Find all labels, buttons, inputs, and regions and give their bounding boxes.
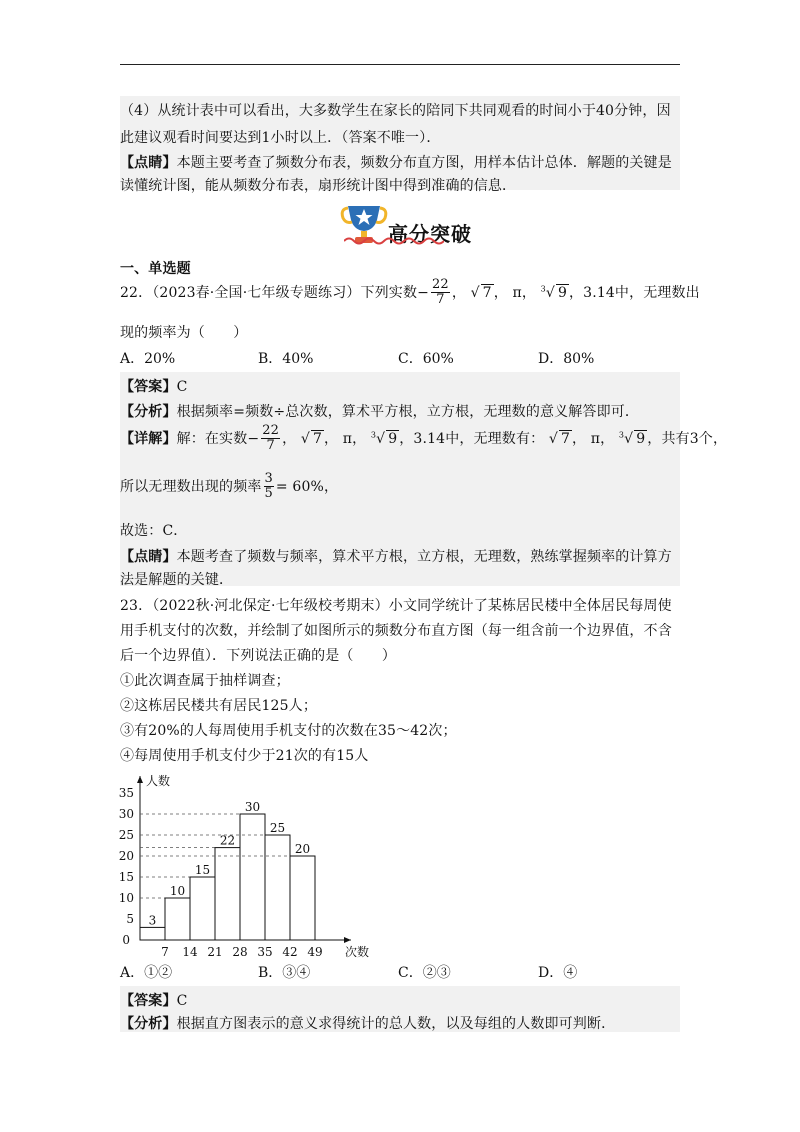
question-suffix: ，3.14中，无理数出: [569, 284, 700, 301]
detail-line: [120, 424, 727, 454]
fraction-denominator: 7: [266, 438, 275, 454]
cbrt-radical: $^3$√ 9: [370, 430, 398, 447]
x-tick-label: 14: [182, 945, 198, 959]
histogram-bar: [165, 898, 190, 940]
question-23-line3: 后一个边界值）．下列说法正确的是（ ）: [120, 648, 396, 664]
fraction: [431, 278, 450, 308]
statement-1: ①此次调查属于抽样调查；: [120, 673, 290, 689]
analysis-label: 【分析】: [120, 404, 177, 420]
separator: ，: [352, 430, 367, 447]
fraction-denominator: 7: [436, 292, 445, 308]
statement-3: ③有20%的人每周使用手机支付的次数在35～42次；: [120, 723, 457, 739]
separator: ，: [493, 284, 508, 301]
cbrt-index: 3: [540, 284, 546, 294]
option-b: B．40%: [258, 351, 314, 367]
cbrt-radical: $^3$√ 9: [618, 430, 646, 447]
cbrt-radical: $^3$√ 9: [540, 284, 568, 301]
banner-title: 高分突破: [388, 222, 472, 246]
cbrt-index: 3: [370, 430, 377, 440]
fraction-numerator: 22: [262, 423, 280, 438]
y-tick-label: 35: [118, 786, 134, 800]
pi-symbol: π: [590, 430, 601, 447]
y-tick-label: 30: [118, 807, 134, 821]
y-tick-label: 5: [126, 912, 134, 926]
separator: ，: [521, 284, 537, 301]
histogram-bar: [290, 856, 315, 940]
fraction-denominator: 5: [264, 486, 273, 502]
y-axis-label: 人数: [146, 774, 171, 788]
rate-fraction: [264, 472, 274, 502]
cbrt-index: 3: [618, 430, 625, 440]
fraction-numerator: 22: [431, 277, 449, 292]
x-tick-label: 7: [161, 945, 169, 959]
y-axis-arrow: [137, 776, 143, 783]
comment-line: [120, 546, 672, 566]
x-tick-label: 49: [307, 945, 323, 959]
option-a: A．①②: [120, 965, 173, 981]
histogram-bar: [140, 927, 165, 940]
bar-value-label: 20: [294, 842, 311, 856]
option-d: D．④: [538, 965, 578, 981]
analysis-line: [120, 1013, 615, 1033]
analysis-label: 【分析】: [120, 1016, 177, 1032]
choose-line: 故选：C．: [120, 523, 188, 539]
detail-label: 【详解】: [120, 430, 177, 447]
analysis-line: [120, 401, 639, 421]
separator: ，: [600, 430, 615, 447]
detail-text: ，3.14中，无理数有：: [399, 430, 545, 447]
bar-value-label: 3: [148, 913, 157, 928]
answer-label: 【答案】: [120, 379, 177, 395]
pi-symbol: π: [512, 284, 522, 301]
cbrt-radicand: 9: [557, 284, 568, 301]
histogram-bar: [190, 877, 215, 940]
histogram-bar: [215, 848, 240, 940]
sqrt-radicand: 7: [482, 284, 492, 301]
question-22-line2: 现的频率为（ ）: [120, 325, 248, 341]
cbrt-radicand: 9: [388, 430, 398, 447]
statement-4: ④每周使用手机支付少于21次的有15人: [120, 748, 369, 764]
x-tick-label: 21: [207, 945, 223, 959]
comment-line: 法是解题的关键．: [120, 572, 234, 588]
comment-text: 本题考查了频数与频率，算术平方根，立方根，无理数，熟练掌握频率的计算方: [176, 549, 672, 565]
histogram-chart: [112, 772, 372, 960]
sqrt-radicand: 7: [312, 430, 322, 447]
option-b: B．③④: [258, 965, 311, 981]
option-a: A．20%: [120, 351, 176, 367]
detail-text: ，共有3个，: [647, 430, 728, 447]
rate-result: = 60%，: [275, 478, 339, 495]
minus-sign: −: [417, 284, 429, 301]
detail-line: [120, 472, 338, 502]
solution-line: （4）从统计表中可以看出，大多数学生在家长的陪同下共同观看的时间小于40分钟，因: [120, 103, 671, 119]
minus-sign: −: [247, 430, 260, 447]
bar-value-label: 10: [169, 884, 186, 898]
statement-2: ②这栋居民楼共有居民125人；: [120, 698, 317, 714]
x-axis-arrow: [344, 937, 351, 943]
fraction: [261, 424, 280, 454]
detail-text: 所以无理数出现的频率: [120, 478, 262, 495]
fraction-numerator: 3: [264, 471, 273, 486]
bar-value-label: 15: [194, 863, 211, 877]
histogram-bar: [265, 835, 290, 940]
x-tick-label: 42: [282, 945, 298, 959]
x-tick-label: 35: [257, 945, 273, 959]
sqrt-radicand: 7: [560, 430, 571, 447]
header-rule: [120, 64, 680, 65]
sqrt-radical: √ 7: [300, 430, 322, 447]
answer-line: [120, 376, 187, 396]
detail-text: 解：在实数: [176, 430, 248, 447]
comment-text: 本题主要考查了频数分布表，频数分布直方图，用样本估计总体．解题的关键是: [176, 155, 672, 171]
y-tick-label: 15: [118, 870, 134, 884]
option-c: C．60%: [398, 351, 454, 367]
question-23-line1: 23．（2022秋·河北保定·七年级校考期末）小文同学统计了某栋居民楼中全体居民每周使: [120, 598, 672, 614]
separator: ，: [282, 430, 297, 447]
question-22-line1: [120, 278, 700, 308]
option-c: C．②③: [398, 965, 451, 981]
separator: ，: [451, 284, 466, 301]
sqrt-radical: √ 7: [548, 430, 571, 447]
bar-value-label: 30: [244, 800, 261, 814]
x-tick-label: 0: [122, 933, 130, 947]
sqrt-radical: √ 7: [470, 284, 492, 301]
option-d: D．80%: [538, 351, 595, 367]
bar-value-label: 25: [269, 821, 286, 835]
y-tick-label: 25: [118, 828, 134, 842]
comment-label: 【点睛】: [120, 549, 177, 565]
answer-line: [120, 990, 187, 1010]
answer-value: C: [176, 993, 188, 1009]
analysis-text: 根据频率=频数÷总次数，算术平方根，立方根，无理数的意义解答即可．: [176, 404, 640, 420]
comment-line: 读懂统计图，能从频数分布表，扇形统计图中得到准确的信息．: [120, 178, 517, 194]
pi-symbol: π: [342, 430, 353, 447]
question-prefix: 22．（2023春·全国·七年级专题练习）下列实数: [120, 284, 418, 301]
solution-line: 此建议观看时间要达到1小时以上．（答案不唯一）．: [120, 130, 441, 146]
histogram-bar: [240, 814, 265, 940]
answer-label: 【答案】: [120, 993, 177, 1009]
y-tick-label: 10: [118, 891, 134, 905]
x-axis-label: 次数: [345, 945, 370, 959]
cbrt-radicand: 9: [636, 430, 646, 447]
analysis-text: 根据直方图表示的意义求得统计的总人数，以及每组的人数即可判断．: [176, 1016, 616, 1032]
question-23-line2: 用手机支付的次数，并绘制了如图所示的频数分布直方图（每一组含前一个边界值，不含: [120, 623, 672, 639]
separator: ，: [324, 430, 339, 447]
section-heading: 一、单选题: [120, 261, 191, 277]
comment-label: 【点睛】: [120, 155, 177, 171]
comment-line: [120, 152, 672, 172]
answer-value: C: [176, 379, 188, 395]
bar-value-label: 22: [219, 833, 236, 848]
y-tick-label: 20: [118, 849, 134, 863]
x-tick-label: 28: [232, 945, 248, 959]
separator: ，: [572, 430, 587, 447]
banner-underline: [344, 236, 444, 246]
